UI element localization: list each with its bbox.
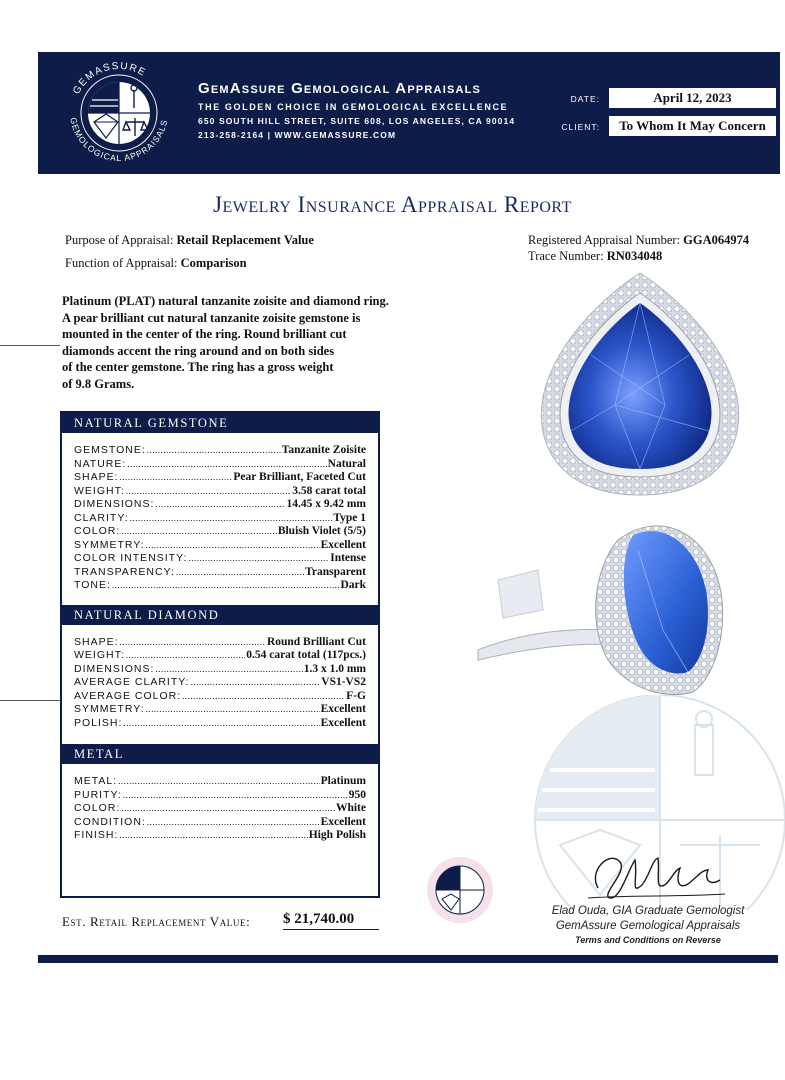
dot-leader <box>119 830 307 840</box>
company-address: 650 SOUTH HILL STREET, SUITE 608, LOS ANGELES, CA 90014 <box>198 116 516 126</box>
dot-leader <box>118 776 319 786</box>
spec-row <box>74 512 366 526</box>
description-line: diamonds accent the ring around and on both sides <box>62 343 335 358</box>
spec-value: VS1-VS2 <box>321 676 366 688</box>
purpose-label: Purpose of Appraisal: <box>65 233 174 247</box>
dot-leader <box>182 691 345 701</box>
spec-row <box>74 703 366 717</box>
spec-value: Dark <box>340 579 366 591</box>
spec-value: Intense <box>330 552 366 564</box>
dot-leader <box>123 718 319 728</box>
spec-label: AVERAGE CLARITY: <box>74 676 190 688</box>
spec-value: 1.3 x 1.0 mm <box>303 662 366 675</box>
spec-value: Excellent <box>320 538 366 551</box>
client-value: To Whom It May Concern <box>609 116 776 136</box>
estimate-value: $ 21,740.00 <box>283 911 379 930</box>
dot-leader <box>123 790 348 800</box>
metal-section-title: METAL <box>62 744 378 764</box>
spec-label: TONE: <box>74 579 111 591</box>
terms-note: Terms and Conditions on Reverse <box>575 935 721 945</box>
dot-leader <box>126 650 245 660</box>
spec-row <box>74 525 366 539</box>
description-line: of 9.8 Grams. <box>62 376 135 391</box>
spec-row <box>74 444 366 458</box>
client-label: CLIENT: <box>561 122 600 132</box>
dot-leader <box>146 704 320 714</box>
spec-row <box>74 717 366 731</box>
spec-row <box>74 690 366 704</box>
spec-value: Bluish Violet (5/5) <box>277 525 366 537</box>
spec-value: High Polish <box>308 829 366 841</box>
spec-label: SHAPE: <box>74 635 119 648</box>
spec-value: Excellent <box>320 703 366 715</box>
spec-row <box>74 471 366 485</box>
description-line: of the center gemstone. The ring has a gross weight <box>62 360 334 374</box>
spec-label: DIMENSIONS: <box>74 662 155 675</box>
spec-label: FINISH: <box>74 829 119 841</box>
spec-row <box>74 649 366 663</box>
dot-leader <box>191 677 321 687</box>
gemassure-logo <box>60 56 178 170</box>
dot-leader <box>120 637 266 647</box>
company-name: GemAssure Gemological Appraisals <box>198 80 482 97</box>
dot-leader <box>120 472 233 482</box>
spec-row <box>74 485 366 499</box>
spec-row <box>74 498 366 512</box>
ring-photo-side <box>468 500 768 700</box>
spec-row <box>74 802 366 816</box>
gemstone-section-title: NATURAL GEMSTONE <box>62 413 378 433</box>
spec-label: PURITY: <box>74 788 122 801</box>
gemstone-rows <box>62 433 378 601</box>
diamond-rows <box>62 625 378 739</box>
spec-label: TRANSPARENCY: <box>74 565 175 578</box>
spec-value: 950 <box>348 788 366 801</box>
spec-row <box>74 539 366 553</box>
diamond-section-title: NATURAL DIAMOND <box>62 605 378 625</box>
spec-value: Excellent <box>320 716 366 729</box>
spec-row <box>74 829 366 843</box>
item-description <box>62 293 432 392</box>
spec-label: SYMMETRY: <box>74 703 145 715</box>
metal-rows <box>62 764 378 851</box>
spec-value: F-G <box>346 689 366 702</box>
spec-value: Transparent <box>305 565 366 578</box>
spec-row <box>74 458 366 472</box>
specs-panel <box>60 411 380 898</box>
spec-row <box>74 636 366 650</box>
description-line: A pear brilliant cut natural tanzanite zoisite gemstone is <box>62 310 361 325</box>
spec-row <box>74 552 366 566</box>
dot-leader <box>155 664 302 674</box>
trace-value: RN034048 <box>606 249 663 263</box>
spec-value: Natural <box>327 457 366 470</box>
spec-value: Type 1 <box>333 511 366 524</box>
spec-row <box>74 816 366 830</box>
date-label: DATE: <box>570 94 600 104</box>
dot-leader <box>147 817 320 827</box>
purpose-line <box>65 233 314 248</box>
spec-value: Excellent <box>320 815 366 828</box>
svg-text:GEMOLOGICAL APPRAISALS: GEMOLOGICAL APPRAISALS <box>68 116 170 164</box>
spec-label: CLARITY: <box>74 511 129 524</box>
registration-line <box>528 233 749 248</box>
spec-value: Tanzanite Zoisite <box>281 444 366 456</box>
spec-value: Round Brilliant Cut <box>266 635 366 648</box>
function-label: Function of Appraisal: <box>65 256 178 270</box>
function-value: Comparison <box>180 256 247 270</box>
estimate-label: Est. Retail Replacement Value: <box>62 914 251 929</box>
company-tagline: THE GOLDEN CHOICE IN GEMOLOGICAL EXCELLENCE <box>198 102 509 112</box>
spec-label: COLOR: <box>74 525 121 537</box>
spec-value: 0.54 carat total (117pcs.) <box>246 649 366 661</box>
dot-leader <box>127 459 326 469</box>
spec-value: 3.58 carat total <box>292 484 366 497</box>
ring-photo-top <box>505 265 775 500</box>
spec-value: Platinum <box>320 775 366 787</box>
date-value: April 12, 2023 <box>609 88 776 108</box>
signer-company: GemAssure Gemological Appraisals <box>555 920 741 932</box>
description-line: Platinum (PLAT) natural tanzanite zoisite and diamond ring. <box>62 294 389 308</box>
spec-row <box>74 676 366 690</box>
footer-bar <box>38 955 778 963</box>
spec-label: GEMSTONE: <box>74 444 146 456</box>
spec-row <box>74 775 366 789</box>
dot-leader <box>130 513 333 523</box>
spec-row <box>74 579 366 593</box>
scan-artifact <box>0 700 60 701</box>
svg-text:GEMASSURE: GEMASSURE <box>71 60 149 97</box>
spec-label: POLISH: <box>74 716 123 729</box>
company-contact: 213-258-2164 | WWW.GEMASSURE.COM <box>198 130 397 140</box>
spec-value: White <box>335 802 366 814</box>
dot-leader <box>112 580 340 590</box>
dot-leader <box>121 803 335 813</box>
purpose-value: Retail Replacement Value <box>176 233 314 247</box>
spec-label: NATURE: <box>74 457 127 470</box>
description-line: mounted in the center of the ring. Round brilliant cut <box>62 327 347 341</box>
function-line <box>65 256 247 271</box>
spec-label: WEIGHT: <box>74 649 125 661</box>
registration-label: Registered Appraisal Number: <box>528 233 681 247</box>
registration-value: GGA064974 <box>683 233 750 247</box>
report-title: Jewelry Insurance Appraisal Report <box>213 192 572 217</box>
dot-leader <box>147 445 281 455</box>
spec-label: SYMMETRY: <box>74 538 145 551</box>
spec-value: Pear Brilliant, Faceted Cut <box>233 471 366 483</box>
trace-label: Trace Number: <box>528 249 604 263</box>
dot-leader <box>126 486 291 496</box>
spec-label: COLOR: <box>74 802 121 814</box>
spec-label: WEIGHT: <box>74 484 125 497</box>
spec-row <box>74 566 366 580</box>
appraisal-seal <box>425 855 495 925</box>
dot-leader <box>188 553 329 563</box>
spec-label: CONDITION: <box>74 815 146 828</box>
letterhead <box>38 52 780 174</box>
scan-artifact <box>0 345 60 346</box>
dot-leader <box>176 567 304 577</box>
spec-label: COLOR INTENSITY: <box>74 552 188 564</box>
spec-value: 14.45 x 9.42 mm <box>286 498 366 510</box>
spec-row <box>74 663 366 677</box>
spec-label: SHAPE: <box>74 471 119 483</box>
dot-leader <box>155 499 285 509</box>
appraiser-signature <box>580 840 730 910</box>
spec-label: DIMENSIONS: <box>74 498 155 510</box>
spec-label: METAL: <box>74 775 118 787</box>
dot-leader <box>146 540 320 550</box>
trace-line <box>528 249 662 264</box>
spec-label: AVERAGE COLOR: <box>74 689 182 702</box>
dot-leader <box>121 526 277 536</box>
signer-name: Elad Ouda, GIA Graduate Gemologist <box>551 905 745 917</box>
spec-row <box>74 789 366 803</box>
